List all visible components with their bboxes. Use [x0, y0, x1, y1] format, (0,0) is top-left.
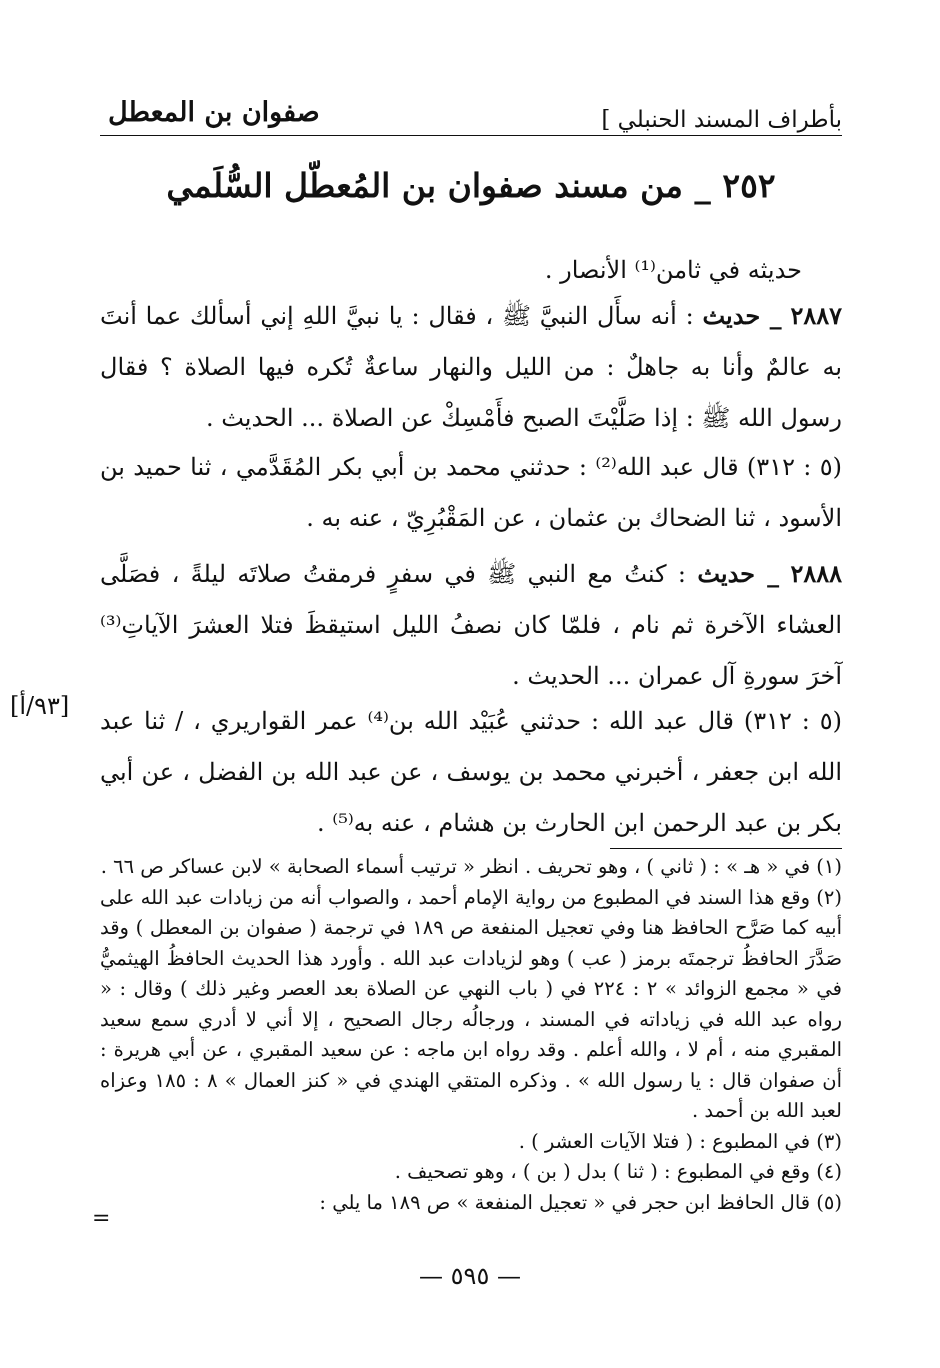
section-title: ٢٥٢ _ من مسند صفوان بن المُعطّل السُّلَمي: [166, 166, 776, 205]
header-rule: [100, 135, 842, 136]
footnote: (٣) في المطبوع : ( فتلا الآيات العشر ) .: [518, 1129, 842, 1153]
manuscript-folio-marker: [٩٣/أ]: [10, 692, 70, 720]
hadith-entry: [100, 548, 842, 702]
page-number: — ٥٩٥ —: [419, 1262, 521, 1290]
hadith-entry: [100, 290, 842, 444]
hadith-text: : كنتُ مع النبي ﷺ في سفرٍ فرمقتُ صلاتَه ليلةً ، فصَلَّى العشاء الآخرة ثم نام ، فلمّا كان نصفُ الليل استيقظَ فتلا العشرَ الآياتِ⁽³⁾ آخرَ سورةِ آل عمران ... الحديث .: [100, 560, 842, 690]
hadith-number: ٢٨٨٧: [790, 301, 843, 330]
hadith-number: ٢٨٨٨: [790, 559, 842, 588]
hadith-text: : أنه سأَل النبيَّ ﷺ ، فقال : يا نبيَّ اللهِ إني أسألك عما أنتَ به عالمٌ وأنا به جاهلٌ : من الليل والنهار ساعةٌ تُكره فيها الصلاة ؟ فقال رسول الله ﷺ : إذا صَلَّيْتَ الصبح فأَمْسِكْ عن الصلاة ... الحديث .: [100, 302, 842, 432]
running-head-book-title: بأطراف المسند الحنبلي ]: [601, 107, 842, 133]
footnote: (٢) وقع هذا السند في المطبوع من رواية الإمام أحمد ، والصواب أنه من زيادات عبد الله على أبيه كما صَرَّح الحافظ هنا وفي تعجيل المنفعة ص ١٨٩ في ترجمة ( صفوان بن المعطل ) وقد صَدَّرَ الحافظُ ترجمتَه برمز ( عب ) وهو لزيادات عبد الله . وأورد هذا الحديث الحافظُ الهيثميُّ في « مجمع الزوائد » ٢ : ٢٢٤ في ( باب النهي عن الصلاة بعد العصر وغير ذلك ) وقال : « رواه عبد الله في زياداته في المسند ، ورجالُه رجال الصحيح ، إلا أني لا أدري سمع سعيد المقبري منه ، أم لا ، والله أعلم . وقد رواه ابن ماجه : عن سعيد المقبري ، عن أبي هريرة : أن صفوان قال : يا رسول الله » . وذكره المتقي الهندي في « كنز العمال » ٨ : ١٨٥ وعزاه لعبد الله بن أحمد .: [100, 885, 842, 1122]
intro-line: حديثه في ثامن⁽¹⁾ الأنصار .: [544, 256, 802, 284]
footnote-separator: [610, 848, 842, 849]
hadith-label: _ حديث: [702, 301, 782, 330]
footnote: (٤) وقع في المطبوع : ( ثنا ) بدل ( بن ) ، وهو تصحيف .: [394, 1160, 842, 1183]
running-head: [100, 95, 842, 135]
isnad-paragraph: (٥ : ٣١٢) قال عبد الله : حدثني عُبَيْد الله بن⁽⁴⁾ عمر القواريري ، / ثنا عبد الله ابن جعفر ، أخبرني محمد بن يوسف ، عن عبد الله بن الفضل ، عن أبي بكر بن عبد الرحمن ابن الحارث بن هشام ، عنه به⁽⁵⁾ .: [100, 707, 842, 837]
isnad-paragraph: (٥ : ٣١٢) قال عبد الله⁽²⁾ : حدثني محمد بن أبي بكر المُقَدَّمي ، ثنا حميد بن الأسود ، ثنا الضحاك بن عثمان ، عن المَقْبُرِيّ ، عنه به .: [100, 453, 842, 532]
continuation-mark: =: [92, 1206, 111, 1231]
footnotes: [100, 852, 842, 1218]
running-head-chapter-title: صفوان بن المعطل: [108, 97, 320, 128]
hadith-label: _ حديث: [697, 559, 780, 588]
footnote: (١) في « هـ » : ( ثاني ) ، وهو تحريف . انظر « ترتيب أسماء الصحابة » لابن عساكر ص ٦٦ .: [100, 855, 842, 878]
footnote: (٥) قال الحافظ ابن حجر في « تعجيل المنفعة » ص ١٨٩ ما يلي :: [319, 1190, 842, 1214]
